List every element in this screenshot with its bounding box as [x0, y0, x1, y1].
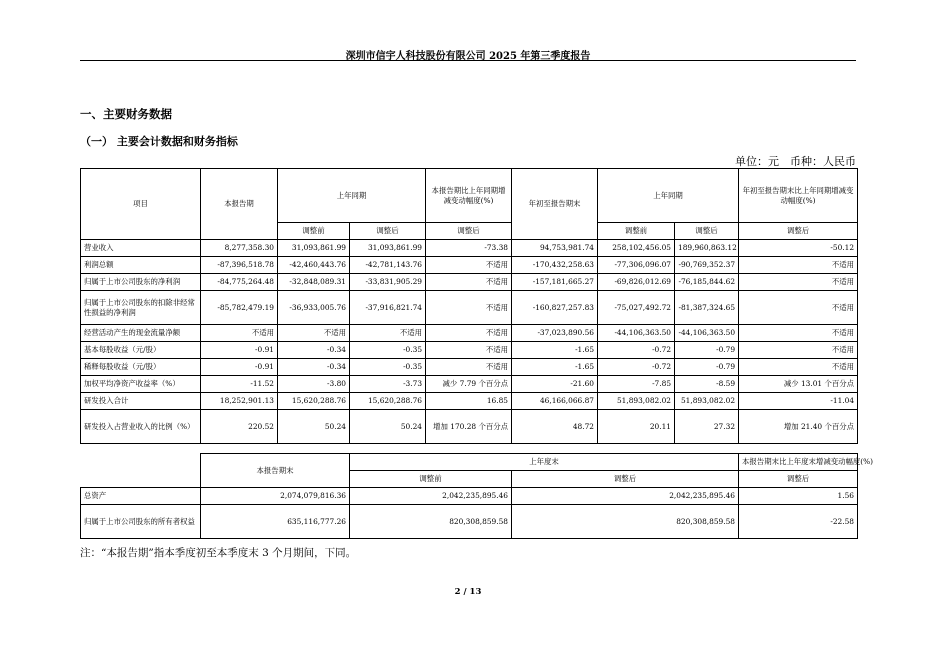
table-cell: -22.58: [739, 505, 858, 539]
header-after: 调整后: [512, 471, 739, 488]
table-cell: 2,042,235,895.46: [350, 488, 512, 505]
table-cell: -8.59: [675, 376, 739, 393]
table-cell: -160,827,257.83: [512, 291, 598, 325]
header-before: 调整前: [278, 223, 350, 240]
header-prev-ytd: 上年同期: [598, 169, 739, 223]
table-cell: 635,116,777.26: [201, 505, 350, 539]
table-row: [81, 505, 858, 539]
table-cell: -77,306,096.07: [598, 257, 675, 274]
table-cell: 不适用: [426, 325, 512, 342]
table-cell: -37,916,821.74: [350, 291, 426, 325]
table-cell: 50.24: [350, 410, 426, 444]
table-cell: 不适用: [739, 342, 858, 359]
table-cell: -0.79: [675, 359, 739, 376]
header-blank: [81, 454, 201, 488]
table-cell: 220.52: [201, 410, 278, 444]
table-cell: 1.56: [739, 488, 858, 505]
table-cell: 不适用: [739, 359, 858, 376]
table-cell: 不适用: [278, 325, 350, 342]
table-cell: -75,027,492.72: [598, 291, 675, 325]
unit-label: 单位：元 币种：人民币: [735, 155, 856, 168]
document-header: 深圳市信宇人科技股份有限公司 2025 年第三季度报告: [345, 51, 591, 62]
table-cell: 18,252,901.13: [201, 393, 278, 410]
table-cell: -21.60: [512, 376, 598, 393]
table-cell: 不适用: [426, 342, 512, 359]
table-cell: -0.91: [201, 342, 278, 359]
table-row: [81, 410, 858, 444]
table-cell: -0.72: [598, 359, 675, 376]
table-cell: 94,753,981.74: [512, 240, 598, 257]
table-row: [81, 257, 858, 274]
balance-sheet-table: [80, 453, 874, 539]
table-cell: 不适用: [201, 325, 278, 342]
header-item: 项目: [81, 169, 201, 240]
table-cell: -33,831,905.29: [350, 274, 426, 291]
header-after: 调整后: [739, 471, 858, 488]
table-cell: -84,775,264.48: [201, 274, 278, 291]
table-cell: -11.04: [739, 393, 858, 410]
header-after: 调整后: [350, 223, 426, 240]
header-after: 调整后: [675, 223, 739, 240]
table-cell: -81,387,324.65: [675, 291, 739, 325]
table-row: [81, 393, 858, 410]
header-prev-year-end: 上年度末: [350, 454, 739, 471]
table-cell: -44,106,363.50: [675, 325, 739, 342]
table-cell: 不适用: [426, 291, 512, 325]
table-cell: -7.85: [598, 376, 675, 393]
table-body: [81, 488, 858, 539]
table-cell: -0.91: [201, 359, 278, 376]
row-label: 研发投入合计: [81, 393, 201, 410]
header-before: 调整前: [598, 223, 675, 240]
table-cell: -1.65: [512, 359, 598, 376]
row-label: 基本每股收益（元/股）: [81, 342, 201, 359]
row-label: 营业收入: [81, 240, 201, 257]
table-cell: -87,396,518.78: [201, 257, 278, 274]
header-before: 调整前: [350, 471, 512, 488]
table-cell: 减少 7.79 个百分点: [426, 376, 512, 393]
table-cell: 不适用: [426, 359, 512, 376]
table-cell: -0.35: [350, 359, 426, 376]
row-label: 归属于上市公司股东的净利润: [81, 274, 201, 291]
table-cell: -3.73: [350, 376, 426, 393]
table-cell: -32,848,089.31: [278, 274, 350, 291]
table-cell: 15,620,288.76: [278, 393, 350, 410]
table-cell: 不适用: [350, 325, 426, 342]
table-cell: -11.52: [201, 376, 278, 393]
row-label: 稀释每股收益（元/股）: [81, 359, 201, 376]
table-row: [81, 240, 858, 257]
table-cell: 增加 21.40 个百分点: [739, 410, 858, 444]
table-cell: -1.65: [512, 342, 598, 359]
table-cell: 820,308,859.58: [350, 505, 512, 539]
table-cell: -170,432,258.63: [512, 257, 598, 274]
table-cell: 48.72: [512, 410, 598, 444]
table-cell: -0.34: [278, 342, 350, 359]
table-cell: 8,277,358.30: [201, 240, 278, 257]
section-heading: 一、主要财务数据: [80, 107, 172, 121]
table-cell: -0.72: [598, 342, 675, 359]
table-cell: 不适用: [426, 257, 512, 274]
subsection-heading: （一） 主要会计数据和财务指标: [80, 135, 238, 148]
table-cell: -44,106,363.50: [598, 325, 675, 342]
table-cell: -50.12: [739, 240, 858, 257]
table-cell: 820,308,859.58: [512, 505, 739, 539]
row-label: 加权平均净资产收益率（%）: [81, 376, 201, 393]
table-row: [81, 291, 858, 325]
table-cell: 不适用: [739, 274, 858, 291]
page-number: 2 / 13: [454, 587, 482, 597]
table-cell: 51,893,082.02: [598, 393, 675, 410]
header-current-period-end: 本报告期末: [201, 454, 350, 488]
row-label: 经营活动产生的现金流量净额: [81, 325, 201, 342]
table-cell: -90,769,352.37: [675, 257, 739, 274]
table-cell: 15,620,288.76: [350, 393, 426, 410]
table-cell: 189,960,863.12: [675, 240, 739, 257]
header-prev-period: 上年同期: [278, 169, 426, 223]
table-cell: -37,023,890.56: [512, 325, 598, 342]
header-current-period: 本报告期: [201, 169, 278, 240]
header-after: 调整后: [739, 223, 858, 240]
footnote: 注：“本报告期”指本季度初至本季度末 3 个月期间，下同。: [80, 547, 357, 559]
header-ytd-change: 年初至报告期末比上年同期增减变动幅度(%): [739, 169, 858, 223]
table-cell: 不适用: [739, 291, 858, 325]
table-cell: 50.24: [278, 410, 350, 444]
row-label: 归属于上市公司股东的扣除非经常性损益的净利润: [81, 291, 201, 325]
table-cell: 51,893,082.02: [675, 393, 739, 410]
header-change: 本报告期比上年同期增减变动幅度(%): [426, 169, 512, 223]
table-cell: -0.79: [675, 342, 739, 359]
table-body: [81, 240, 858, 444]
table-cell: -3.80: [278, 376, 350, 393]
header-after: 调整后: [426, 223, 512, 240]
table-cell: 20.11: [598, 410, 675, 444]
table-cell: 减少 13.01 个百分点: [739, 376, 858, 393]
table-cell: 27.32: [675, 410, 739, 444]
table-row: [81, 274, 858, 291]
table-cell: -69,826,012.69: [598, 274, 675, 291]
table-cell: -42,460,443.76: [278, 257, 350, 274]
table-row: [81, 342, 858, 359]
table-cell: 不适用: [739, 325, 858, 342]
table-cell: 31,093,861.99: [350, 240, 426, 257]
table-cell: -0.34: [278, 359, 350, 376]
table-row: [81, 325, 858, 342]
table-cell: -76,185,844.62: [675, 274, 739, 291]
table-cell: -36,933,005.76: [278, 291, 350, 325]
table-row: [81, 359, 858, 376]
table-cell: 2,074,079,816.36: [201, 488, 350, 505]
row-label: 研发投入占营业收入的比例（%）: [81, 410, 201, 444]
table-cell: 2,042,235,895.46: [512, 488, 739, 505]
financial-data-table: [80, 168, 858, 444]
table-cell: 增加 170.28 个百分点: [426, 410, 512, 444]
row-label: 归属于上市公司股东的所有者权益: [81, 505, 201, 539]
table-cell: -42,781,143.76: [350, 257, 426, 274]
table-cell: -157,181,665.27: [512, 274, 598, 291]
table-cell: 不适用: [739, 257, 858, 274]
row-label: 总资产: [81, 488, 201, 505]
header-ytd: 年初至报告期末: [512, 169, 598, 240]
row-label: 利润总额: [81, 257, 201, 274]
table-cell: 258,102,456.05: [598, 240, 675, 257]
header-divider: [80, 60, 856, 61]
table-cell: -85,782,479.19: [201, 291, 278, 325]
table-cell: 不适用: [426, 274, 512, 291]
table-row: [81, 376, 858, 393]
table-cell: 16.85: [426, 393, 512, 410]
header-change: 本报告期末比上年度末增减变动幅度(%): [739, 454, 858, 471]
table-row: [81, 488, 858, 505]
table-cell: 31,093,861.99: [278, 240, 350, 257]
table-cell: 46,166,066.87: [512, 393, 598, 410]
table-cell: -0.35: [350, 342, 426, 359]
table-cell: -73.38: [426, 240, 512, 257]
